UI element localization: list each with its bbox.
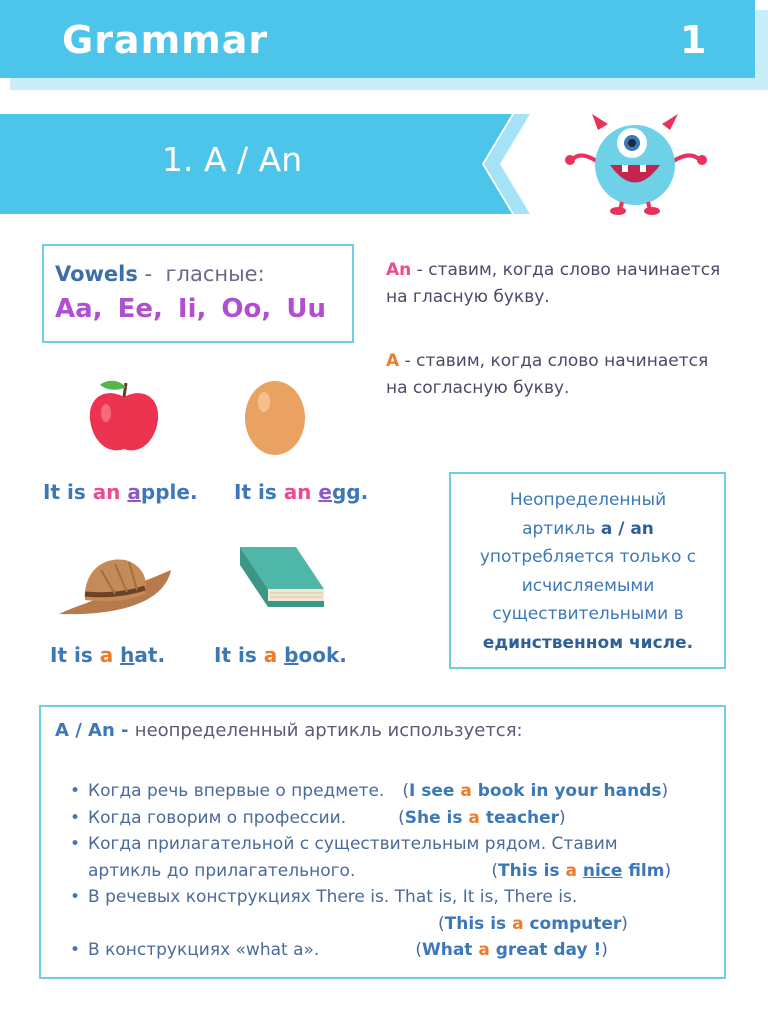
example-apple bbox=[43, 480, 198, 504]
usage-item-text: Когда прилагательной с существительным рядом. Ставим bbox=[88, 834, 618, 854]
info-line-2-bold: a / an bbox=[600, 518, 654, 539]
usage-example-pre: She is bbox=[404, 807, 469, 828]
example-book-first: b bbox=[284, 643, 299, 667]
usage-item-text: В речевых конструкциях There is. That is, It is, There is. bbox=[88, 887, 578, 907]
usage-example-article: a bbox=[460, 781, 472, 801]
usage-example-pre: What bbox=[421, 940, 479, 960]
bullet-icon: • bbox=[70, 940, 81, 960]
bullet-icon: • bbox=[70, 781, 81, 801]
example-book-article: a bbox=[263, 643, 278, 667]
usage-item-text: Когда речь впервые о предмете. bbox=[88, 781, 385, 801]
usage-item: • Когда говорим о профессии. (She is a teacher) bbox=[66, 805, 716, 832]
bullet-icon: • bbox=[70, 834, 81, 854]
usage-example bbox=[409, 781, 661, 801]
usage-label: A / An - bbox=[55, 720, 135, 741]
example-hat-rest: at. bbox=[134, 643, 166, 667]
usage-example-nice: nice bbox=[582, 860, 623, 881]
usage-example-pre: This is bbox=[498, 860, 566, 881]
apple-icon bbox=[86, 375, 162, 455]
example-hat-first: h bbox=[120, 643, 135, 667]
usage-heading bbox=[55, 720, 523, 741]
section-title: 1. A / An bbox=[162, 140, 303, 179]
example-egg-pre: It is bbox=[234, 480, 284, 504]
bullet-icon: • bbox=[70, 807, 81, 828]
usage-item-text: В конструкциях «what a». bbox=[88, 940, 320, 960]
usage-example bbox=[422, 940, 601, 960]
example-apple-pre: It is bbox=[43, 480, 93, 504]
info-line-1: Неопределенный bbox=[509, 490, 667, 510]
vowels-label: Vowels bbox=[55, 262, 138, 286]
usage-example-article: a bbox=[478, 940, 490, 960]
usage-list bbox=[66, 778, 716, 964]
usage-example-post: film bbox=[622, 860, 665, 881]
usage-item: • В конструкциях «what a». (What a great day !) bbox=[66, 937, 716, 964]
bullet-icon: • bbox=[70, 887, 81, 907]
info-line-4: исчисляемыми bbox=[521, 575, 655, 596]
rule-an bbox=[386, 257, 726, 311]
usage-item-text-2: артикль до прилагательного. bbox=[88, 860, 356, 881]
usage-example-post: computer bbox=[523, 913, 622, 934]
egg-icon bbox=[242, 376, 308, 456]
usage-example-post: teacher bbox=[479, 807, 560, 828]
info-line-2-pre: артикль bbox=[522, 518, 601, 539]
info-line-3: употребляется только с bbox=[479, 547, 697, 567]
book-icon bbox=[236, 543, 328, 613]
example-apple-first: a bbox=[127, 480, 141, 504]
usage-text: неопределенный артикль используется: bbox=[134, 720, 523, 741]
info-line-6: единственном числе. bbox=[482, 632, 694, 653]
usage-example-article: a bbox=[512, 913, 524, 934]
hat-icon bbox=[55, 550, 175, 622]
usage-example bbox=[445, 914, 622, 934]
usage-item: • В речевых конструкциях There is. That is, It is, There is. (This is a computer) bbox=[66, 884, 716, 937]
usage-example-pre: I see bbox=[409, 781, 461, 801]
example-book-pre: It is bbox=[214, 643, 264, 667]
rule-article-a: A bbox=[386, 351, 400, 371]
header-title: Grammar bbox=[62, 18, 269, 62]
usage-example bbox=[405, 808, 559, 828]
example-apple-rest: pple. bbox=[140, 480, 198, 504]
usage-example-post: great day ! bbox=[489, 940, 602, 960]
example-hat-pre: It is bbox=[50, 643, 100, 667]
usage-example-post: book in your hands bbox=[471, 781, 662, 801]
usage-item: • Когда прилагательной с существительным рядом. Ставим артикль до прилагательного. (This is a nice film) bbox=[66, 831, 716, 884]
example-book-rest: ook. bbox=[298, 643, 347, 667]
example-egg-first: e bbox=[318, 480, 332, 504]
example-book bbox=[214, 643, 347, 667]
info-text bbox=[452, 486, 724, 657]
usage-example bbox=[498, 861, 664, 881]
example-egg-rest: gg. bbox=[331, 480, 369, 504]
info-line-2 bbox=[452, 515, 724, 544]
usage-example-article: a bbox=[468, 807, 480, 828]
example-egg-article: an bbox=[283, 480, 312, 504]
example-hat-article: a bbox=[99, 643, 114, 667]
vowels-translation: гласные: bbox=[165, 262, 265, 286]
info-line-5: существительными в bbox=[492, 604, 684, 624]
usage-example-article: a bbox=[565, 860, 577, 881]
rule-article-an: An bbox=[386, 260, 412, 280]
rule-a bbox=[386, 348, 726, 402]
example-egg bbox=[234, 480, 368, 504]
rule-text-a: - ставим, когда слово начинается на согласную букву. bbox=[386, 351, 709, 398]
usage-item: • Когда речь впервые о предмете. (I see a book in your hands) bbox=[66, 778, 716, 805]
monster-icon bbox=[560, 110, 710, 218]
vowels-separator: - bbox=[137, 262, 159, 286]
vowel-letters: Aa, Ee, Ii, Oo, Uu bbox=[55, 294, 326, 324]
example-apple-article: an bbox=[92, 480, 121, 504]
page-number: 1 bbox=[680, 18, 707, 62]
example-hat bbox=[50, 643, 165, 667]
rule-text-an: - ставим, когда слово начинается на гласную букву. bbox=[386, 260, 721, 307]
usage-item-text: Когда говорим о профессии. bbox=[88, 807, 347, 828]
vowels-heading bbox=[55, 262, 265, 286]
usage-example-pre: This is bbox=[444, 913, 513, 934]
